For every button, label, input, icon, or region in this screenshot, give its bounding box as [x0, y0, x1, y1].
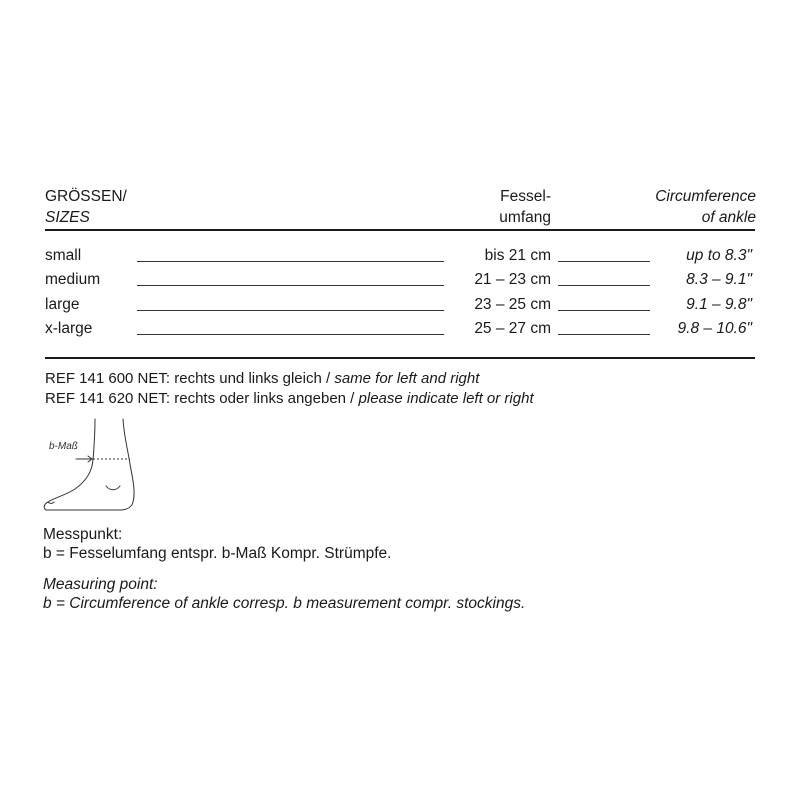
leader-line [558, 334, 650, 335]
header-sizes-de: GRÖSSEN/ [45, 188, 127, 205]
table-bottom-rule [45, 357, 755, 359]
ref-note-620-en: please indicate left or right [358, 390, 534, 407]
size-cm: bis 21 cm [484, 247, 551, 264]
size-cm: 25 – 27 cm [474, 320, 551, 337]
header-ankle-en-line1: Circumference [655, 188, 756, 205]
measuring-point-de-title: Messpunkt: [43, 526, 123, 543]
size-inch: 9.8 – 10.6" [677, 320, 752, 337]
size-inch: up to 8.3" [686, 247, 752, 264]
size-label: x-large [45, 320, 93, 337]
ref-notes [45, 369, 534, 409]
measuring-point-de-text: b = Fesselumfang entspr. b-Maß Kompr. Strümpfe. [43, 545, 392, 562]
ref-note-620 [45, 389, 534, 409]
header-rule [45, 229, 755, 231]
size-inch: 9.1 – 9.8" [686, 296, 752, 313]
size-label: medium [45, 271, 101, 288]
header-ankle-de-line1: Fessel- [500, 188, 551, 205]
foot-measurement-icon [40, 416, 150, 516]
leader-line [137, 261, 444, 262]
size-cm: 23 – 25 cm [474, 296, 551, 313]
measuring-point-de [43, 525, 391, 563]
ref-note-600 [45, 369, 534, 389]
leader-line [137, 310, 444, 311]
measuring-point-en-title: Measuring point: [43, 576, 158, 593]
ref-note-620-de: REF 141 620 NET: rechts oder links angeben / [45, 390, 359, 407]
leader-line [558, 261, 650, 262]
ref-note-600-en: same for left and right [334, 370, 480, 387]
size-inch: 8.3 – 9.1" [686, 271, 752, 288]
size-cm: 21 – 23 cm [474, 271, 551, 288]
header-ankle-en-line2: of ankle [701, 209, 756, 226]
measuring-point-en-text: b = Circumference of ankle corresp. b measurement compr. stockings. [43, 595, 526, 612]
size-label: small [45, 247, 82, 264]
measuring-point-en [43, 575, 525, 613]
header-ankle-de-line2: umfang [499, 209, 551, 226]
ref-note-600-de: REF 141 600 NET: rechts und links gleich / [45, 370, 335, 387]
leader-line [137, 285, 444, 286]
leader-line [558, 310, 650, 311]
leader-line [558, 285, 650, 286]
b-mass-label: b-Maß [49, 441, 78, 452]
header-sizes-en: SIZES [45, 209, 90, 226]
leader-line [137, 334, 444, 335]
size-label: large [45, 296, 80, 313]
